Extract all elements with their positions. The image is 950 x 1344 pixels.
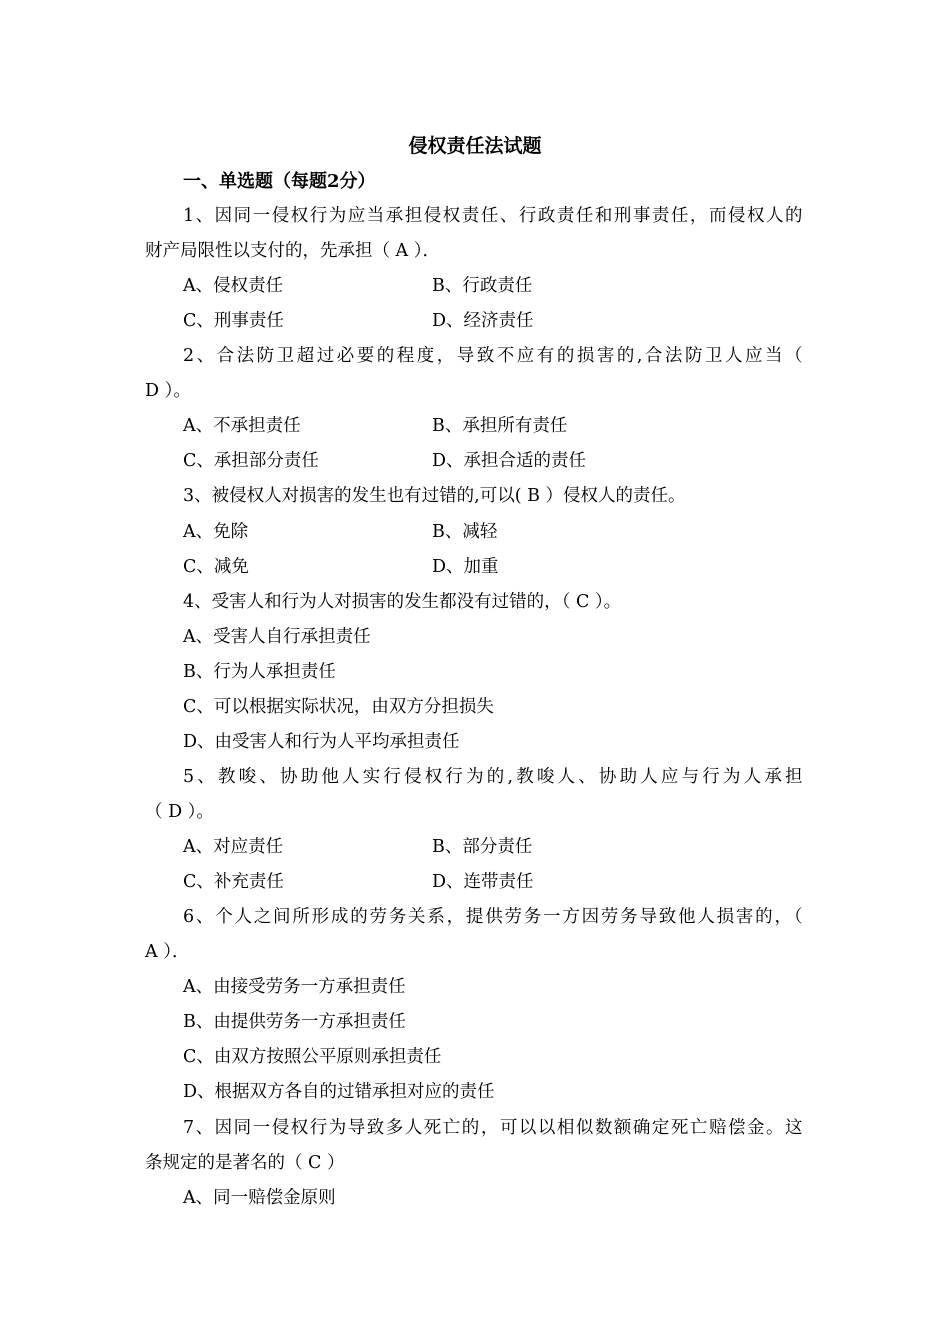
question-3-text: 3、被侵权人对损害的发生也有过错的,可以( B ）侵权人的责任。	[183, 486, 686, 506]
question-4-option-d: D、由受害人和行为人平均承担责任	[183, 732, 460, 752]
section-heading: 一、单选题（每题2分）	[183, 171, 376, 192]
question-2-option-a: A、不承担责任	[183, 416, 301, 436]
question-2-text: 2、合法防卫超过必要的程度，导致不应有的损害的,合法防卫人应当（	[183, 346, 803, 366]
question-7-option-a: A、同一赔偿金原则	[183, 1188, 336, 1208]
question-5-text: 5、教唆、协助他人实行侵权行为的,教唆人、协助人应与行为人承担	[183, 767, 803, 787]
question-1-option-b: B、行政责任	[432, 276, 533, 296]
question-7-text-cont: 条规定的是著名的（ C ）	[145, 1153, 345, 1173]
page-title: 侵权责任法试题	[408, 135, 542, 157]
question-5-option-d: D、连带责任	[432, 872, 534, 892]
question-2-option-b: B、承担所有责任	[432, 416, 568, 436]
question-2-text-cont: D ）。	[145, 381, 191, 401]
question-1-option-a: A、侵权责任	[183, 276, 284, 296]
question-7-text: 7、因同一侵权行为导致多人死亡的，可以以相似数额确定死亡赔偿金。这	[183, 1118, 803, 1138]
question-5-option-a: A、对应责任	[183, 837, 284, 857]
question-1-text-cont: 财产局限性以支付的，先承担（ A ）．	[145, 241, 441, 261]
question-3-option-d: D、加重	[432, 557, 499, 577]
question-2-option-d: D、承担合适的责任	[432, 451, 587, 471]
question-6-option-c: C、由双方按照公平原则承担责任	[183, 1047, 442, 1067]
question-3-option-a: A、免除	[183, 522, 249, 542]
question-5-text-cont: （ D ）。	[145, 802, 214, 822]
question-5-option-b: B、部分责任	[432, 837, 533, 857]
question-3-option-c: C、减免	[183, 557, 249, 577]
question-3-option-b: B、减轻	[432, 522, 498, 542]
question-6-option-a: A、由接受劳务一方承担责任	[183, 977, 406, 997]
question-4-text: 4、受害人和行为人对损害的发生都没有过错的，（ C ）。	[183, 592, 622, 612]
question-4-option-c: C、可以根据实际状况，由双方分担损失	[183, 697, 494, 717]
question-6-option-d: D、根据双方各自的过错承担对应的责任	[183, 1082, 495, 1102]
question-6-option-b: B、由提供劳务一方承担责任	[183, 1012, 406, 1032]
question-1-text: 1、因同一侵权行为应当承担侵权责任、行政责任和刑事责任，而侵权人的	[183, 206, 803, 226]
question-1-option-d: D、经济责任	[432, 311, 534, 331]
question-6-text: 6、个人之间所形成的劳务关系，提供劳务一方因劳务导致他人损害的，（	[183, 907, 803, 927]
question-2-option-c: C、承担部分责任	[183, 451, 319, 471]
question-1-option-c: C、刑事责任	[183, 311, 284, 331]
question-4-option-b: B、行为人承担责任	[183, 662, 336, 682]
question-4-option-a: A、受害人自行承担责任	[183, 627, 371, 647]
question-6-text-cont: A ）．	[145, 942, 190, 962]
question-5-option-c: C、补充责任	[183, 872, 284, 892]
